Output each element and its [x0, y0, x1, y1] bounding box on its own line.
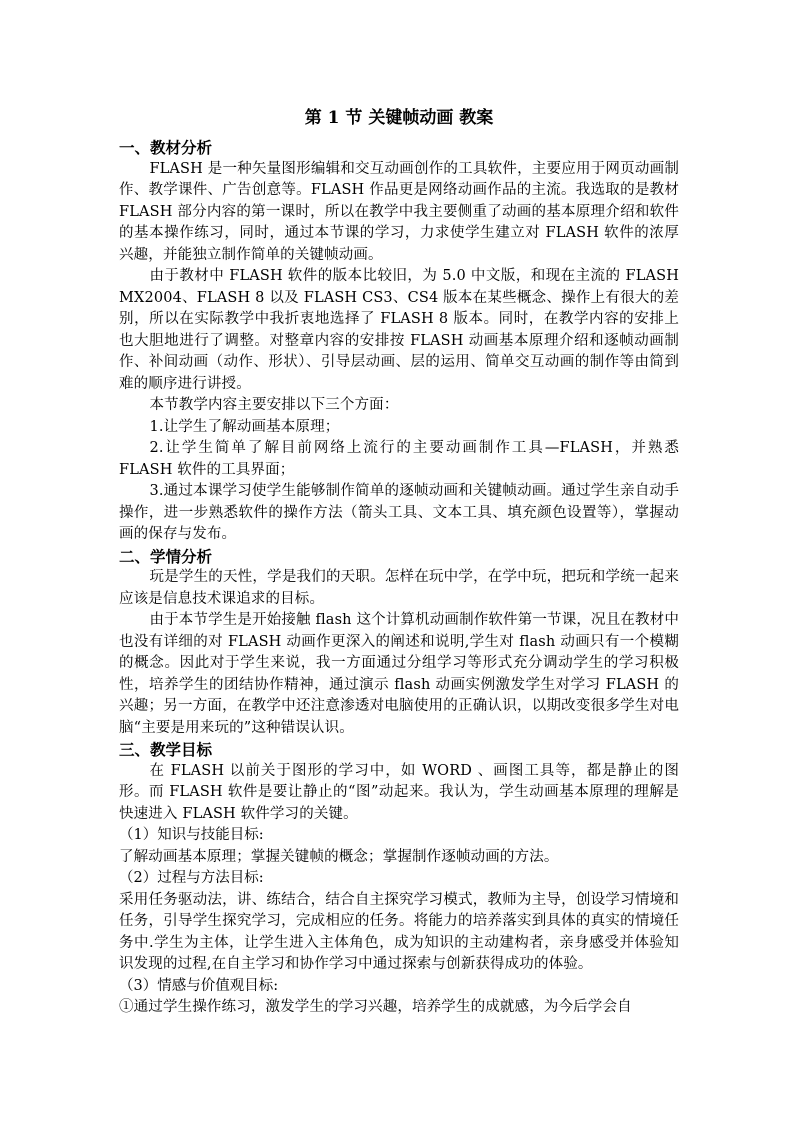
goal-text-2: 采用任务驱动法，讲、练结合，结合自主探究学习模式，教师为主导，创设学习情境和任务，引导学生探究学习，完成相应的任务。将能力的培养落实到具体的真实的情境任务中.学生为主体，让学生进入主体角色，成为知识的主动建构者，亲身感受并体验知识发现的过程,在自主学习和协作学习中通过探索与创新获得成功的体验。: [119, 891, 679, 972]
section-3-paragraph-1: 在 FLASH 以前关于图形的学习中，如 WORD 、画图工具等，都是静止的图形。而 FLASH 软件是要让静止的“图”动起来。我认为，学生动画基本原理的理解是快速进入 FLASH 软件学习的关键。: [119, 762, 679, 822]
goal-text-1: 了解动画基本原理；掌握关键帧的概念；掌握制作逐帧动画的方法。: [119, 848, 559, 865]
section-heading-3: 三、教学目标: [119, 740, 213, 759]
section-1-list-item-1: 1.让学生了解动画基本原理；: [149, 418, 340, 435]
section-1-paragraph-1: FLASH 是一种矢量图形编辑和交互动画创作的工具软件，主要应用于网页动画制作、教学课件、广告创意等。FLASH 作品更是网络动画作品的主流。我选取的是教材 FLASH 部分内容的第一课时，所以在教学中我主要侧重了动画的基本原理介绍和软件的基本操作练习，同时，通过本节课的学习，力求使学生建立对 FLASH 软件的浓厚兴趣，并能独立制作简单的关键帧动画。: [119, 160, 679, 263]
goal-label-3: （3）情感与价值观目标:: [119, 977, 279, 994]
section-heading-1: 一、教材分析: [119, 138, 213, 157]
section-1-list-item-2: 2.让学生简单了解目前网络上流行的主要动画制作工具—FLASH，并熟悉 FLASH 软件的工具界面；: [119, 440, 679, 478]
section-1-list-item-3: 3.通过本课学习使学生能够制作简单的逐帧动画和关键帧动画。通过学生亲自动手操作，进一步熟悉软件的操作方法（箭头工具、文本工具、填充颜色设置等），掌握动画的保存与发布。: [119, 483, 679, 542]
document-title: 第 1 节 关键帧动画 教案: [304, 108, 494, 128]
section-2-paragraph-2: 由于本节学生是开始接触 flash 这个计算机动画制作软件第一节课，况且在教材中也没有详细的对 FLASH 动画作更深入的阐述和说明,学生对 flash 动画只有一个模糊的概念。因此对于学生来说，我一方面通过分组学习等形式充分调动学生的学习积极性，培养学生的团结协作精神，通过演示 flash 动画实例激发学生对学习 FLASH 的兴趣；另一方面，在教学中还注意渗透对电脑使用的正确认识，以期改变很多学生对电脑“主要是用来玩的”这种错误认识。: [119, 612, 679, 736]
goal-text-3: ①通过学生操作练习，激发学生的学习兴趣，培养学生的成就感，为今后学会自: [119, 999, 632, 1015]
goal-label-1: （1）知识与技能目标:: [119, 827, 264, 843]
section-1-paragraph-2: 由于教材中 FLASH 软件的版本比较旧，为 5.0 中文版，和现在主流的 FLASH MX2004、FLASH 8 以及 FLASH CS3、CS4 版本在某些概念、操作上有很大的差别，所以在实际教学中我折衷地选择了 FLASH 8 版本。同时，在教学内容的安排上也大胆地进行了调整。对整章内容的安排按 FLASH 动画基本原理介绍和逐帧动画制作、补间动画（动作、形状）、引导层动画、层的运用、简单交互动画的制作等由简到难的顺序进行讲授。: [119, 268, 679, 392]
section-1-paragraph-3: 本节教学内容主要安排以下三个方面：: [149, 397, 399, 413]
goal-label-2: （2）过程与方法目标:: [119, 870, 264, 886]
section-2-paragraph-1: 玩是学生的天性，学是我们的天职。怎样在玩中学，在学中玩，把玩和学统一起来应该是信息技术课追求的目标。: [119, 569, 679, 607]
section-heading-2: 二、学情分析: [119, 546, 213, 566]
document-page: [119, 105, 679, 1019]
